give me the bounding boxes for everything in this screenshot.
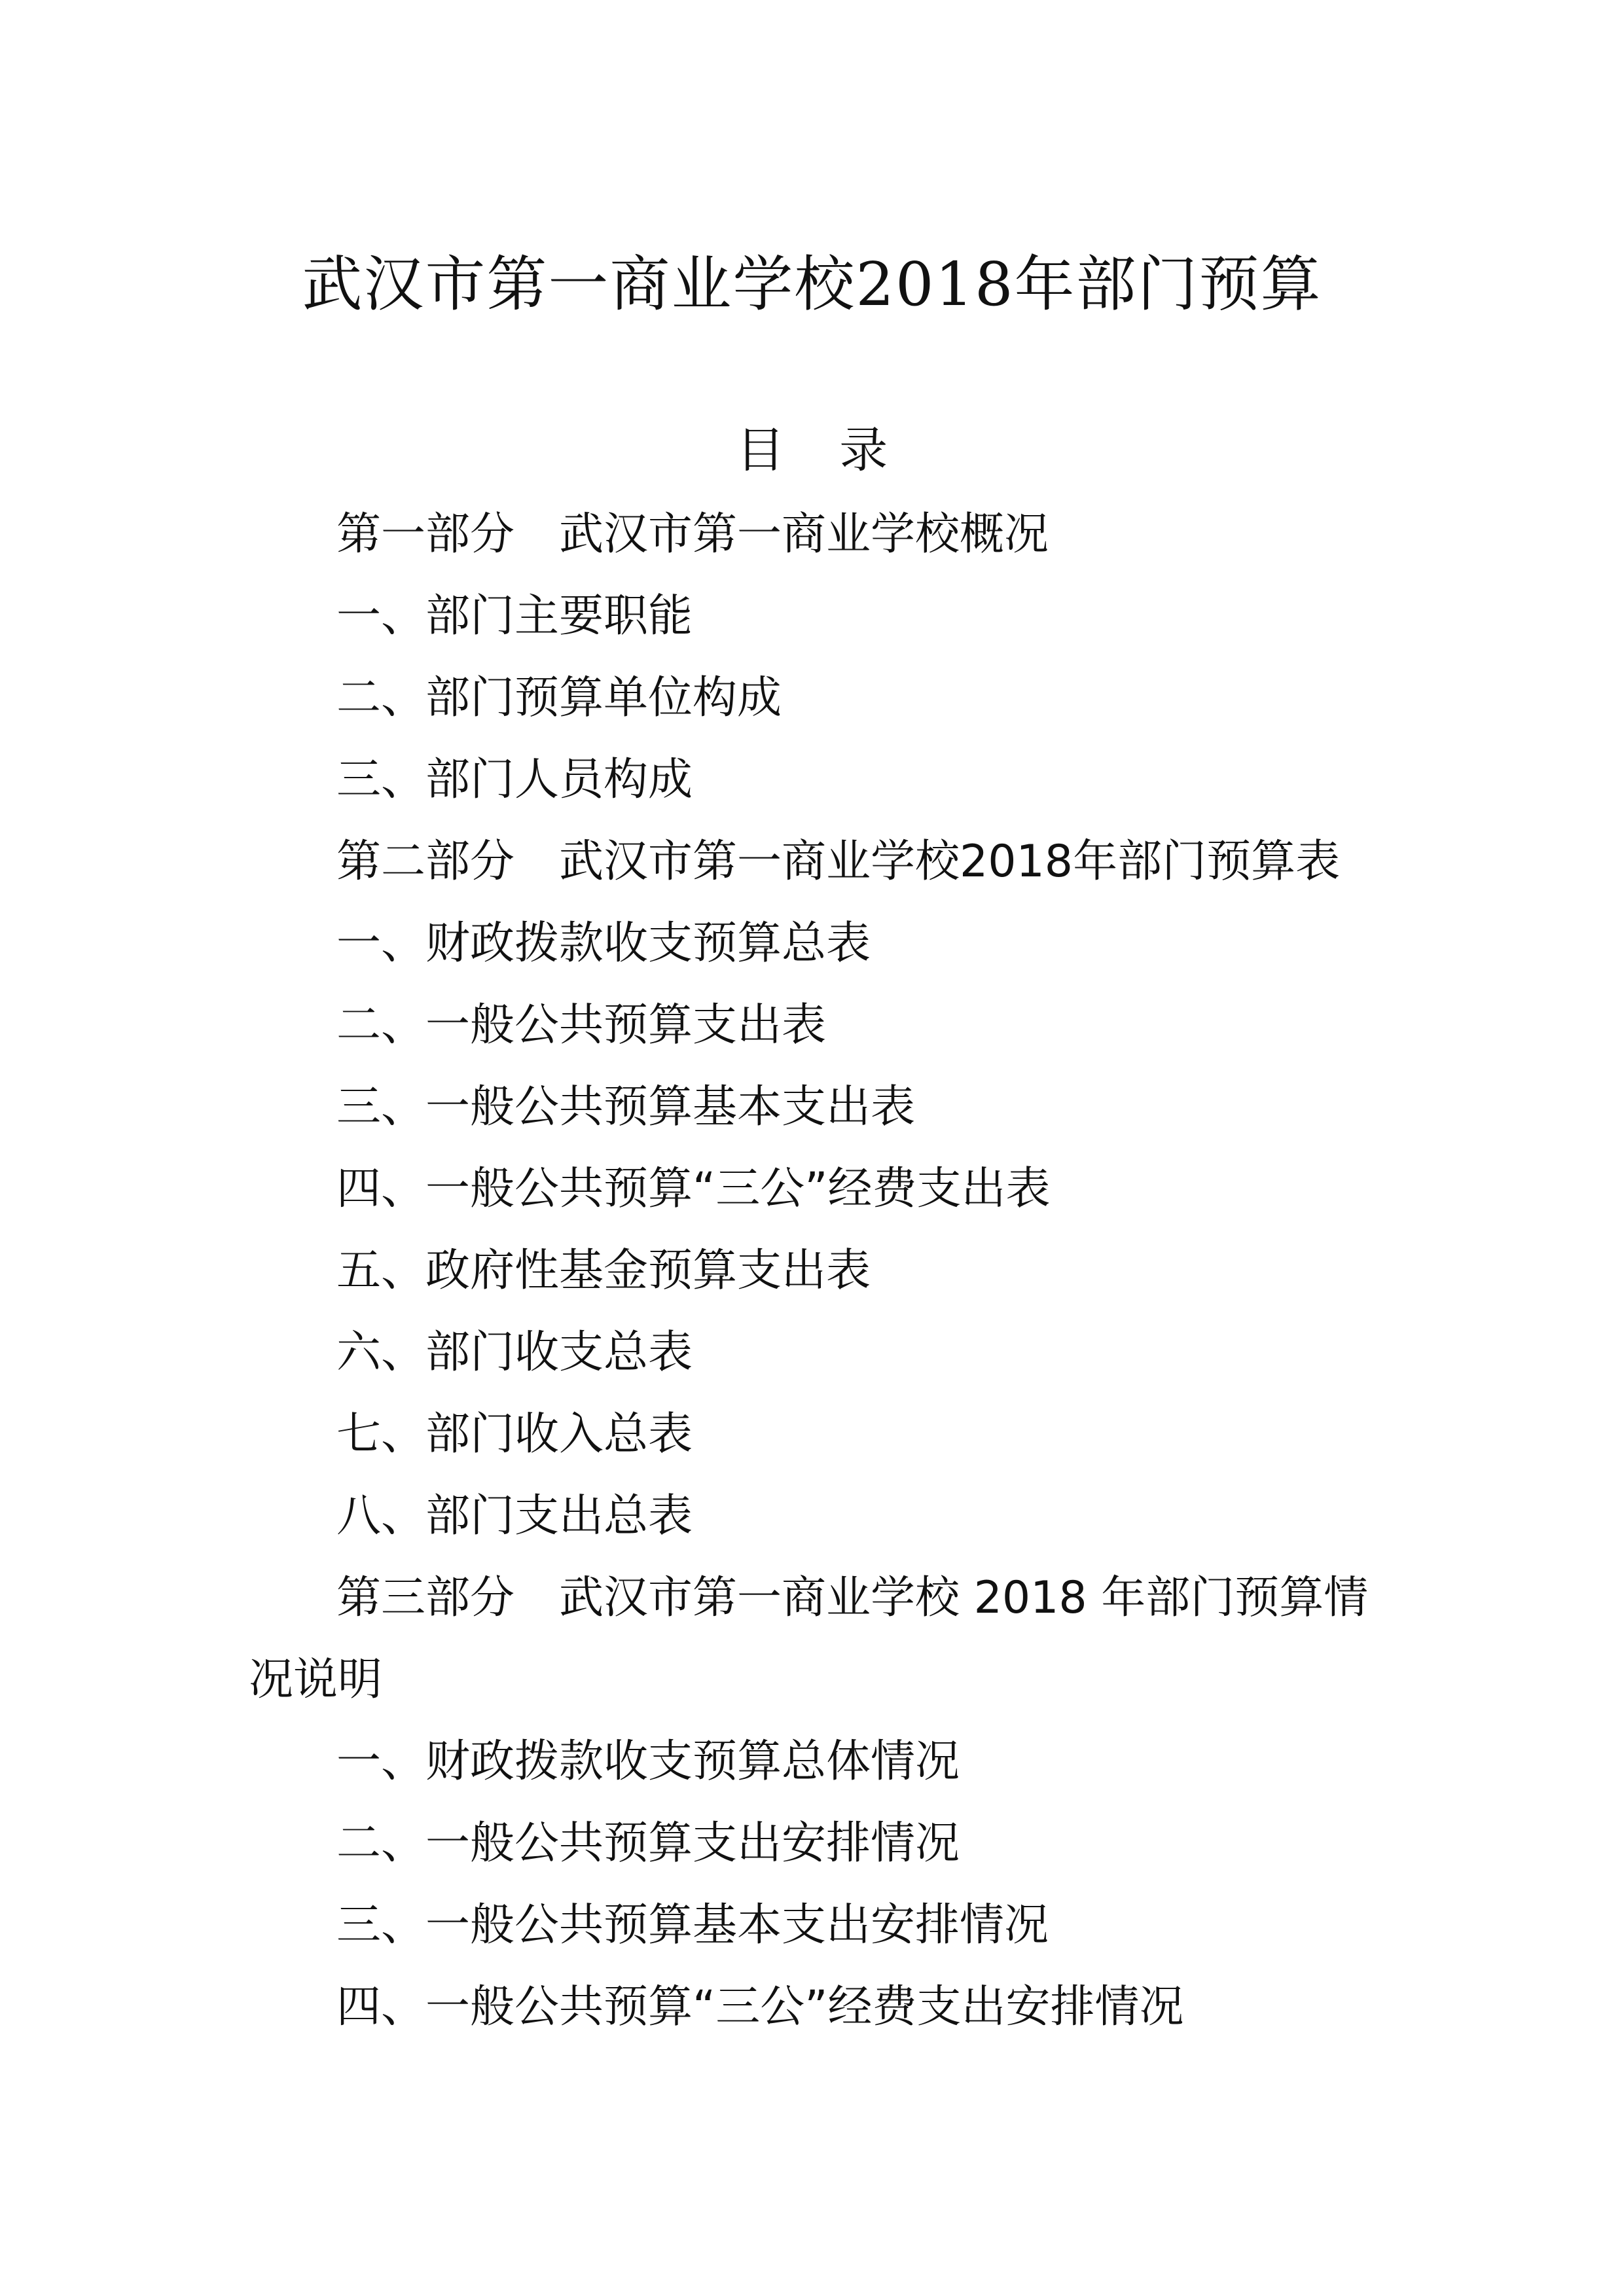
toc-item: 六、部门收支总表 (336, 1327, 693, 1378)
toc-item: 八、部门支出总表 (336, 1490, 693, 1542)
toc-part-3 (249, 1557, 1401, 1721)
toc-item: 四、一般公共预算“三公”经费支出安排情况 (336, 1981, 1184, 2033)
toc-part-2 (249, 821, 1401, 903)
toc-item: 三、一般公共预算基本支出表 (336, 1081, 916, 1133)
toc-item: 三、部门人员构成 (336, 754, 693, 806)
toc-item: 五、政府性基金预算支出表 (336, 1245, 871, 1297)
toc-item: 一、财政拨款收支预算总表 (336, 918, 871, 969)
toc-part-text: 武汉市第一商业学校 2018 年部门预算情况说明 (249, 1572, 1369, 1706)
toc-part-text: 武汉市第一商业学校2018年部门预算表 (559, 836, 1341, 888)
toc-part-label: 第二部分 (336, 836, 515, 888)
toc-item: 七、部门收入总表 (336, 1408, 693, 1460)
toc-item: 一、部门主要职能 (336, 590, 693, 642)
toc-item: 二、一般公共预算支出安排情况 (336, 1818, 960, 1869)
toc-part-label: 第一部分 (336, 509, 515, 560)
toc-part-label: 第三部分 (336, 1572, 515, 1624)
toc-item: 三、一般公共预算基本支出安排情况 (336, 1899, 1049, 1951)
toc-part-text: 武汉市第一商业学校概况 (559, 509, 1049, 560)
toc-item: 四、一般公共预算“三公”经费支出表 (336, 1163, 1051, 1215)
toc-heading: 目 录 (736, 422, 888, 478)
page-title: 武汉市第一商业学校2018年部门预算 (302, 249, 1322, 319)
toc-part-1 (249, 493, 1401, 575)
table-of-contents (249, 493, 1401, 2048)
toc-item: 一、财政拨款收支预算总体情况 (336, 1736, 960, 1787)
toc-item: 二、部门预算单位构成 (336, 672, 782, 724)
toc-item: 二、一般公共预算支出表 (336, 999, 827, 1051)
